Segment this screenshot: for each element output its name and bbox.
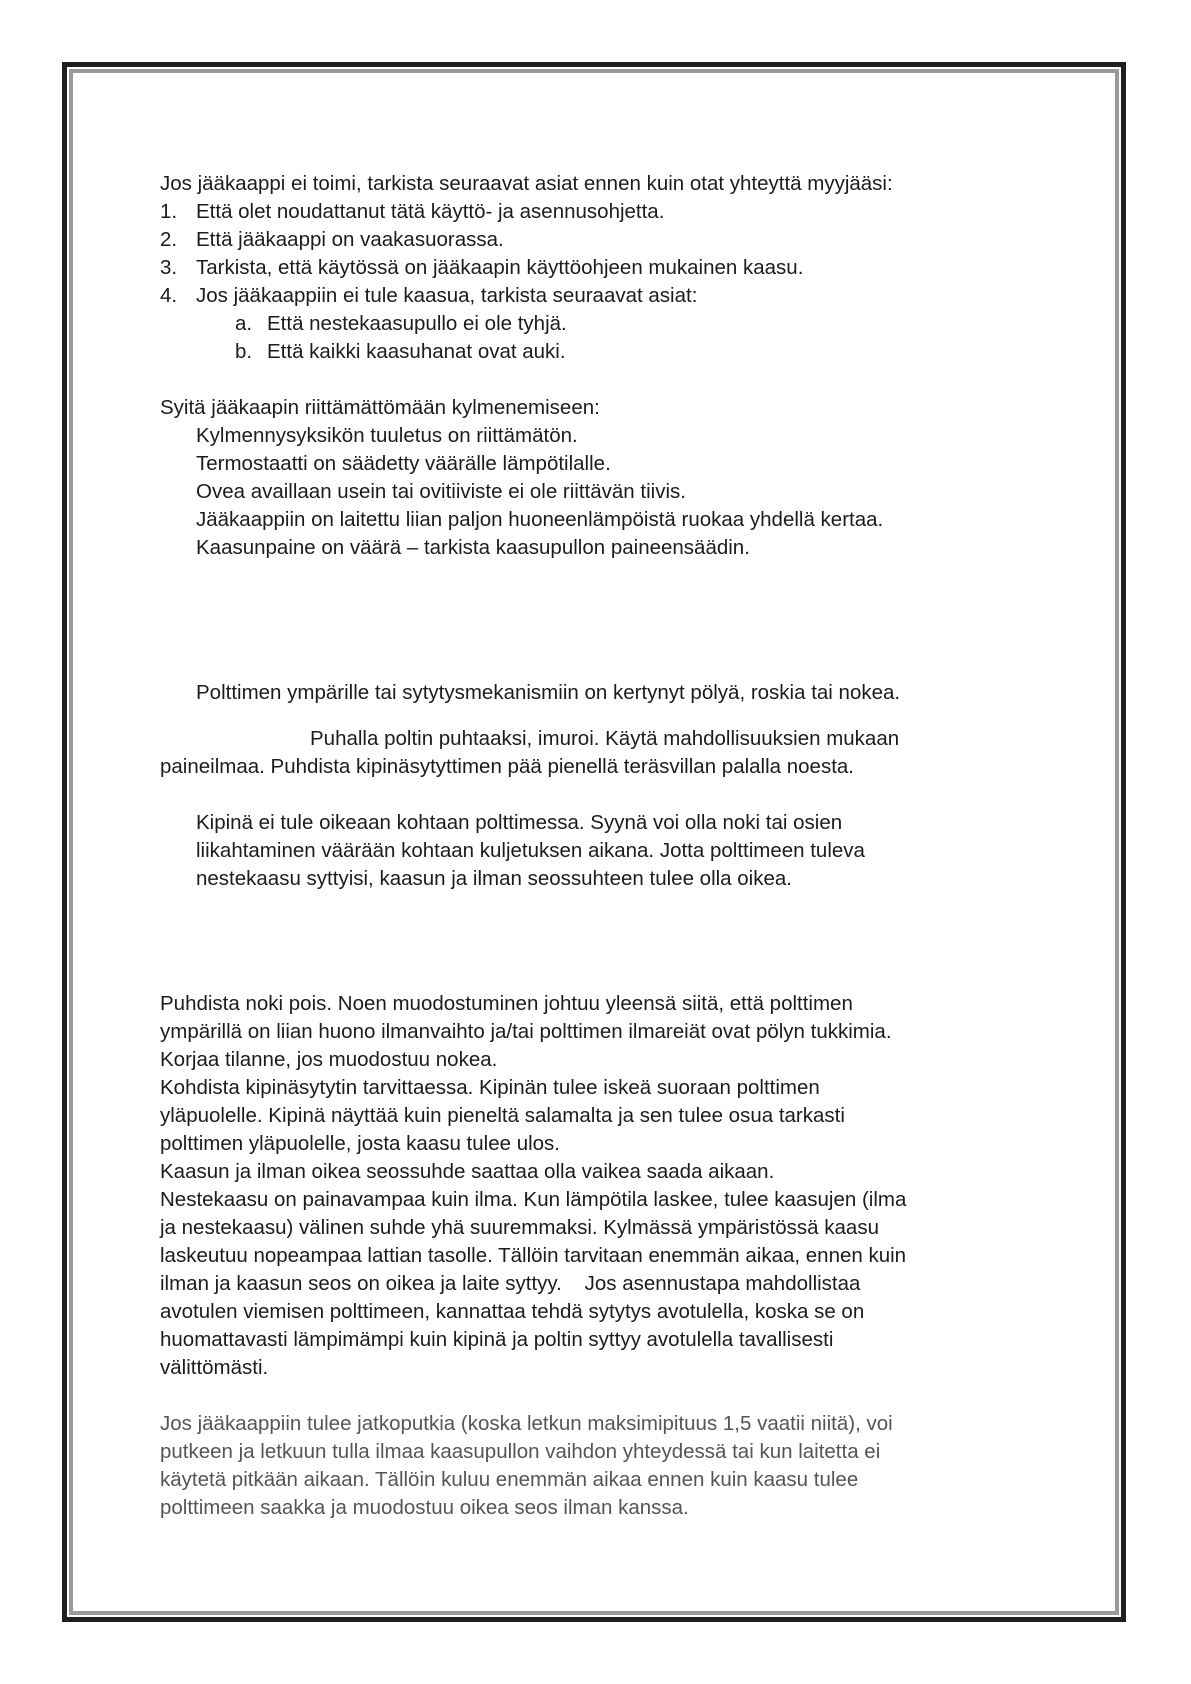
spark-issue-line: liikahtaminen väärään kohtaan kuljetuksen aikana. Jotta polttimeen tuleva — [196, 839, 865, 862]
burner-dust-text: Polttimen ympärille tai sytytysmekanismiin on kertynyt pölyä, roskia tai nokea. — [196, 681, 901, 704]
troubleshoot-section — [160, 170, 1060, 366]
soot-line: Korjaa tilanne, jos muodostuu nokea. — [160, 1048, 498, 1071]
soot-line: ilman ja kaasun seos on oikea ja laite syttyy. Jos asennustapa mahdollistaa — [160, 1272, 861, 1295]
soot-line: ympärillä on liian huono ilmanvaihto ja/tai polttimen ilmareiät ovat pölyn tukkimia. — [160, 1020, 892, 1043]
checklist-item: 1. Että olet noudattanut tätä käyttö- ja asennusohjetta. — [160, 200, 665, 223]
soot-line: Kaasun ja ilman oikea seossuhde saattaa olla vaikea saada aikaan. — [160, 1160, 775, 1183]
burner-dust-paragraph — [160, 679, 1060, 707]
cause-item: Ovea availlaan usein tai ovitiiviste ei ole riittävän tiivis. — [196, 480, 686, 503]
soot-line: välittömästi. — [160, 1356, 269, 1379]
soot-line: avotulen viemisen polttimeen, kannattaa tehdä sytytys avotulella, koska se on — [160, 1300, 865, 1323]
extension-line: polttimeen saakka ja muodostuu oikea seos ilman kanssa. — [160, 1496, 689, 1519]
clean-burner-paragraph — [160, 725, 1060, 781]
soot-line: yläpuolelle. Kipinä näyttää kuin pieneltä salamalta ja sen tulee osua tarkasti — [160, 1104, 845, 1127]
spark-issue-line: nestekaasu syttyisi, kaasun ja ilman seossuhteen tulee olla oikea. — [196, 867, 792, 890]
soot-line: polttimen yläpuolelle, josta kaasu tulee ulos. — [160, 1132, 560, 1155]
soot-line: huomattavasti lämpimämpi kuin kipinä ja poltin syttyy avotulella tavallisesti — [160, 1328, 834, 1351]
spark-issue-line: Kipinä ei tule oikeaan kohtaan polttimessa. Syynä voi olla noki tai osien — [196, 811, 843, 834]
spark-issue-paragraph — [160, 809, 1060, 893]
intro-text: Jos jääkaappi ei toimi, tarkista seuraavat asiat ennen kuin otat yhteyttä myyjääsi: — [160, 172, 893, 195]
clean-burner-line: paineilmaa. Puhdista kipinäsytyttimen pää pienellä teräsvillan palalla noesta. — [160, 755, 854, 778]
checklist-item: 4. Jos jääkaappiin ei tule kaasua, tarkista seuraavat asiat: — [160, 284, 698, 307]
clean-burner-line: Puhalla poltin puhtaaksi, imuroi. Käytä mahdollisuuksien mukaan — [310, 727, 900, 750]
extension-section — [160, 1410, 1060, 1522]
soot-line: ja nestekaasu) välinen suhde yhä suuremmaksi. Kylmässä ympäristössä kaasu — [160, 1216, 879, 1239]
document-body — [160, 170, 1060, 1522]
extension-line: käytetä pitkään aikaan. Tällöin kuluu enemmän aikaa ennen kuin kaasu tulee — [160, 1468, 859, 1491]
soot-section — [160, 990, 1060, 1382]
cause-item: Kaasunpaine on väärä – tarkista kaasupullon paineensäädin. — [196, 536, 750, 559]
soot-line: Puhdista noki pois. Noen muodostuminen johtuu yleensä siitä, että polttimen — [160, 992, 853, 1015]
checklist-item: 2. Että jääkaappi on vaakasuorassa. — [160, 228, 504, 251]
causes-section — [160, 394, 1060, 562]
soot-line: Kohdista kipinäsytytin tarvittaessa. Kipinän tulee iskeä suoraan polttimen — [160, 1076, 820, 1099]
extension-line: putkeen ja letkuun tulla ilmaa kaasupullon vaihdon yhteydessä tai kun laitetta ei — [160, 1440, 881, 1463]
cause-item: Jääkaappiin on laitettu liian paljon huoneenlämpöistä ruokaa yhdellä kertaa. — [196, 508, 884, 531]
subchecklist-item: b. Että kaikki kaasuhanat ovat auki. — [235, 340, 566, 363]
causes-heading: Syitä jääkaapin riittämättömään kylmenemiseen: — [160, 396, 600, 419]
soot-line: Nestekaasu on painavampaa kuin ilma. Kun lämpötila laskee, tulee kaasujen (ilma — [160, 1188, 907, 1211]
extension-line: Jos jääkaappiin tulee jatkoputkia (koska letkun maksimipituus 1,5 vaatii niitä), voi — [160, 1412, 893, 1435]
checklist-item: 3. Tarkista, että käytössä on jääkaapin käyttöohjeen mukainen kaasu. — [160, 256, 804, 279]
soot-line: laskeutuu nopeampaa lattian tasolle. Tällöin tarvitaan enemmän aikaa, ennen kuin — [160, 1244, 907, 1267]
cause-item: Termostaatti on säädetty väärälle lämpötilalle. — [196, 452, 611, 475]
cause-item: Kylmennysyksikön tuuletus on riittämätön. — [196, 424, 578, 447]
subchecklist-item: a. Että nestekaasupullo ei ole tyhjä. — [235, 312, 567, 335]
